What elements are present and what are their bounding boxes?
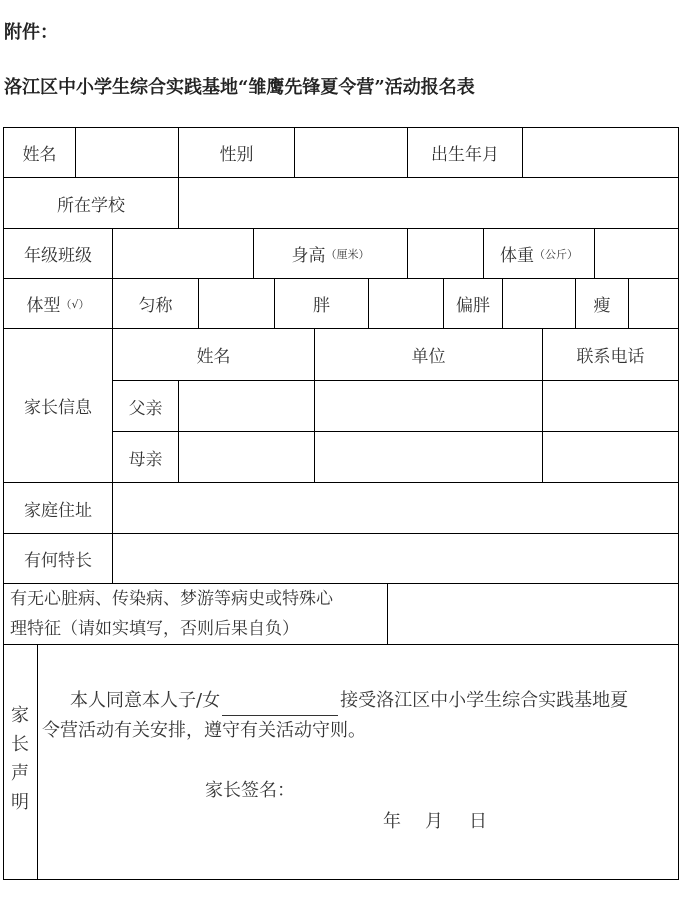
body-option-even-box[interactable] [198,278,275,329]
medical-history-line2: 理特征（请如实填写，否则后果自负） [10,619,299,639]
name-label: 姓名 [3,127,76,178]
attachment-label: 附件： [4,22,58,43]
address-field[interactable] [112,482,679,534]
name-field[interactable] [75,127,179,178]
medical-history-line1: 有无心脏病、传染病、梦游等病史或特殊心 [10,589,333,609]
address-label: 家庭住址 [3,482,113,534]
body-option-thin: 瘦 [575,278,629,329]
weight-label: 体重 （公斤） [483,228,595,279]
medical-history-field[interactable] [387,583,679,645]
grade-class-field[interactable] [112,228,254,279]
birth-field[interactable] [522,127,679,178]
school-label: 所在学校 [3,177,179,229]
gender-field[interactable] [294,127,408,178]
parent-col-phone: 联系电话 [542,328,679,381]
body-option-chubby: 偏胖 [443,278,503,329]
parent-col-name: 姓名 [112,328,315,381]
height-field[interactable] [407,228,484,279]
gender-label: 性别 [178,127,295,178]
parent-col-unit: 单位 [314,328,543,381]
body-option-fat: 胖 [274,278,369,329]
mother-unit-field[interactable] [314,431,543,483]
declaration-title-char-3: 声 [11,763,29,784]
declaration-body-cell [37,644,679,880]
height-label: 身高 （厘米） [253,228,408,279]
date-month: 月 [425,811,443,832]
child-name-blank[interactable] [222,697,338,716]
signature-label: 家长签名： [205,780,295,801]
specialty-label: 有何特长 [3,533,113,584]
father-label: 父亲 [112,380,179,432]
school-field[interactable] [178,177,679,229]
body-option-chubby-box[interactable] [502,278,576,329]
date-day: 日 [469,811,487,832]
check-mark: （√） [60,297,90,311]
declaration-line-1: 本人同意本人子/女 接受洛江区中小学生综合实践基地夏 [70,686,628,716]
father-phone-field[interactable] [542,380,679,432]
grade-class-label: 年级班级 [3,228,113,279]
mother-label: 母亲 [112,431,179,483]
declaration-title-char-1: 家 [11,705,29,726]
body-option-even: 匀称 [112,278,199,329]
declaration-title-char-2: 长 [11,734,29,755]
birth-label: 出生年月 [407,127,523,178]
declaration-title-char-4: 明 [11,792,29,813]
father-name-field[interactable] [178,380,315,432]
body-option-thin-box[interactable] [628,278,679,329]
weight-field[interactable] [594,228,679,279]
mother-name-field[interactable] [178,431,315,483]
body-option-fat-box[interactable] [368,278,444,329]
date-year: 年 [383,811,401,832]
declaration-line-2: 令营活动有关安排，遵守有关活动守则。 [42,720,366,741]
specialty-field[interactable] [112,533,679,584]
weight-unit: （公斤） [534,247,578,261]
mother-phone-field[interactable] [542,431,679,483]
father-unit-field[interactable] [314,380,543,432]
form-title: 洛江区中小学生综合实践基地“雏鹰先锋夏令营”活动报名表 [4,77,475,98]
height-unit: （厘米） [325,247,370,261]
parent-info-label: 家长信息 [3,328,113,483]
body-type-label: 体型 （√） [3,278,113,329]
